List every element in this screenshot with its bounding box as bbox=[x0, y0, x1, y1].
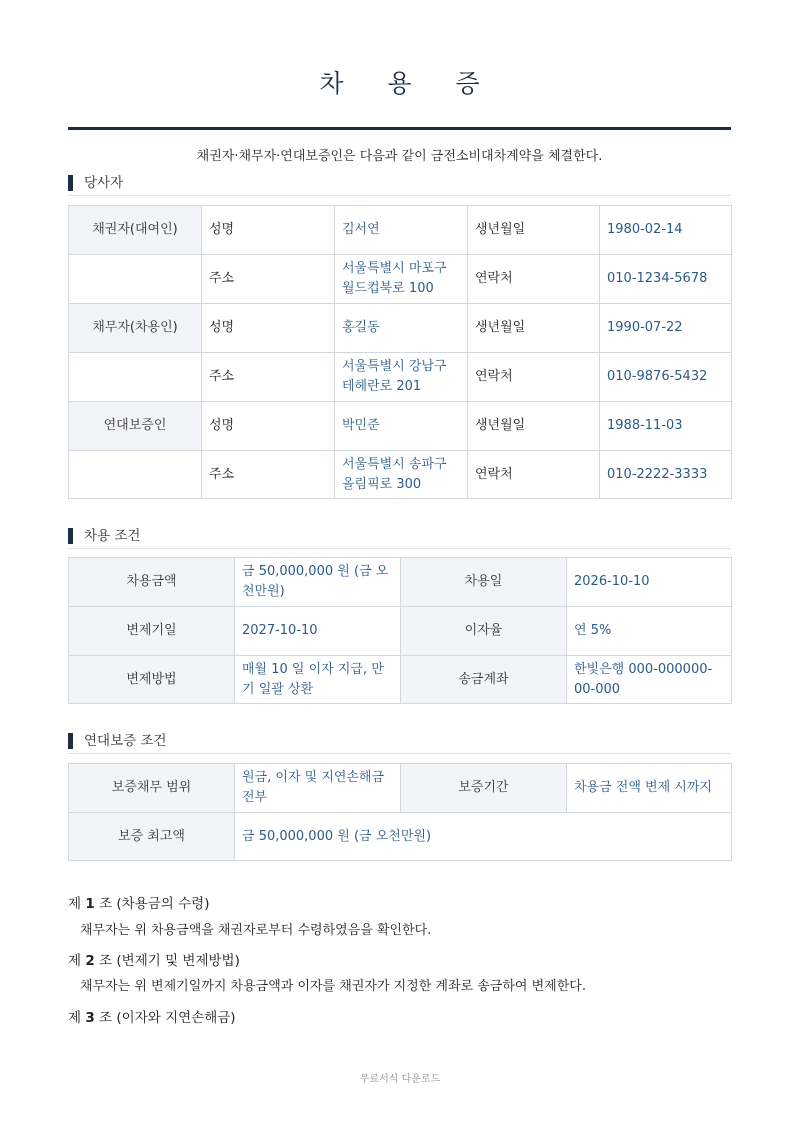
loan-amount-label: 차용금액 bbox=[69, 558, 235, 607]
contact-label: 연락처 bbox=[468, 353, 600, 402]
table-row bbox=[69, 558, 732, 607]
table-row bbox=[69, 607, 732, 656]
article-prefix: 제 bbox=[68, 1010, 82, 1026]
debtor-birth: 1990-07-22 bbox=[600, 304, 732, 353]
article-title: (차용금의 수령) bbox=[116, 896, 210, 912]
loan-date-label: 차용일 bbox=[401, 558, 567, 607]
address-label: 주소 bbox=[202, 353, 335, 402]
guarantor-contact: 010-2222-3333 bbox=[600, 451, 732, 499]
guarantor-name: 박민준 bbox=[335, 402, 468, 451]
guarantee-scope: 원금, 이자 및 지연손해금 전부 bbox=[235, 764, 401, 813]
article-title: (이자와 지연손해금) bbox=[116, 1010, 236, 1026]
article-heading bbox=[68, 949, 240, 969]
section-heading-guarantee-terms: 연대보증 조건 bbox=[68, 732, 731, 754]
birth-label: 생년월일 bbox=[468, 402, 600, 451]
repayment-method: 매월 10 일 이자 지급, 만기 일괄 상환 bbox=[235, 656, 401, 704]
table-row bbox=[69, 402, 732, 451]
name-label: 성명 bbox=[202, 402, 335, 451]
creditor-name: 김서연 bbox=[335, 206, 468, 255]
table-row bbox=[69, 353, 732, 402]
article-suffix: 조 bbox=[99, 896, 113, 912]
article-suffix: 조 bbox=[99, 953, 113, 969]
birth-label: 생년월일 bbox=[468, 304, 600, 353]
guarantor-address: 서울특별시 송파구 올림픽로 300 bbox=[335, 451, 468, 499]
contact-label: 연락처 bbox=[468, 451, 600, 499]
loan-amount: 금 50,000,000 원 (금 오천만원) bbox=[235, 558, 401, 607]
table-row bbox=[69, 451, 732, 499]
guarantee-max: 금 50,000,000 원 (금 오천만원) bbox=[235, 813, 732, 861]
empty-cell bbox=[69, 353, 202, 402]
article-number: 3 bbox=[85, 1010, 95, 1026]
remit-account-label: 송금계좌 bbox=[401, 656, 567, 704]
article-number: 2 bbox=[85, 953, 95, 969]
debtor-address: 서울특별시 강남구 테헤란로 201 bbox=[335, 353, 468, 402]
address-label: 주소 bbox=[202, 255, 335, 304]
parties-table bbox=[68, 205, 732, 499]
guarantee-period-label: 보증기간 bbox=[401, 764, 567, 813]
address-label: 주소 bbox=[202, 451, 335, 499]
table-row bbox=[69, 656, 732, 704]
due-date-label: 변제기일 bbox=[69, 607, 235, 656]
article-prefix: 제 bbox=[68, 953, 82, 969]
article-number: 1 bbox=[85, 896, 95, 912]
name-label: 성명 bbox=[202, 206, 335, 255]
creditor-role-label: 채권자(대여인) bbox=[69, 206, 202, 255]
guarantee-max-label: 보증 최고액 bbox=[69, 813, 235, 861]
guarantee-period: 차용금 전액 변제 시까지 bbox=[567, 764, 732, 813]
contact-label: 연락처 bbox=[468, 255, 600, 304]
article-prefix: 제 bbox=[68, 896, 82, 912]
debtor-role-label: 채무자(차용인) bbox=[69, 304, 202, 353]
empty-cell bbox=[69, 255, 202, 304]
article-body: 채무자는 위 변제기일까지 차용금액과 이자를 채권자가 지정한 계좌로 송금하여 변제한다. bbox=[80, 979, 586, 994]
article-suffix: 조 bbox=[99, 1010, 113, 1026]
birth-label: 생년월일 bbox=[468, 206, 600, 255]
table-row bbox=[69, 304, 732, 353]
repayment-method-label: 변제방법 bbox=[69, 656, 235, 704]
empty-cell bbox=[69, 451, 202, 499]
guarantee-scope-label: 보증채무 범위 bbox=[69, 764, 235, 813]
guarantor-role-label: 연대보증인 bbox=[69, 402, 202, 451]
section-heading-parties: 당사자 bbox=[68, 174, 731, 196]
table-row bbox=[69, 206, 732, 255]
article-heading bbox=[68, 892, 209, 912]
guarantor-birth: 1988-11-03 bbox=[600, 402, 732, 451]
guarantee-terms-table bbox=[68, 763, 732, 861]
interest-rate-label: 이자율 bbox=[401, 607, 567, 656]
debtor-contact: 010-9876-5432 bbox=[600, 353, 732, 402]
due-date: 2027-10-10 bbox=[235, 607, 401, 656]
interest-rate: 연 5% bbox=[567, 607, 732, 656]
article-body: 채무자는 위 차용금액을 채권자로부터 수령하였음을 확인한다. bbox=[80, 923, 432, 938]
creditor-birth: 1980-02-14 bbox=[600, 206, 732, 255]
table-row bbox=[69, 764, 732, 813]
title-divider bbox=[68, 127, 731, 130]
document-title: 차 용 증 bbox=[319, 69, 498, 98]
creditor-address: 서울특별시 마포구 월드컵북로 100 bbox=[335, 255, 468, 304]
table-row bbox=[69, 255, 732, 304]
remit-account: 한빛은행 000-000000-00-000 bbox=[567, 656, 732, 704]
article-heading bbox=[68, 1006, 236, 1026]
name-label: 성명 bbox=[202, 304, 335, 353]
loan-date: 2026-10-10 bbox=[567, 558, 732, 607]
debtor-name: 홍길동 bbox=[335, 304, 468, 353]
article-title: (변제기 및 변제방법) bbox=[116, 953, 240, 969]
footer-text: 무료서식 다운로드 bbox=[359, 1074, 441, 1085]
creditor-contact: 010-1234-5678 bbox=[600, 255, 732, 304]
loan-terms-table bbox=[68, 557, 732, 704]
intro-text: 채권자·채무자·연대보증인은 다음과 같이 금전소비대차계약을 체결한다. bbox=[196, 149, 603, 164]
section-heading-loan-terms: 차용 조건 bbox=[68, 527, 731, 549]
table-row bbox=[69, 813, 732, 861]
